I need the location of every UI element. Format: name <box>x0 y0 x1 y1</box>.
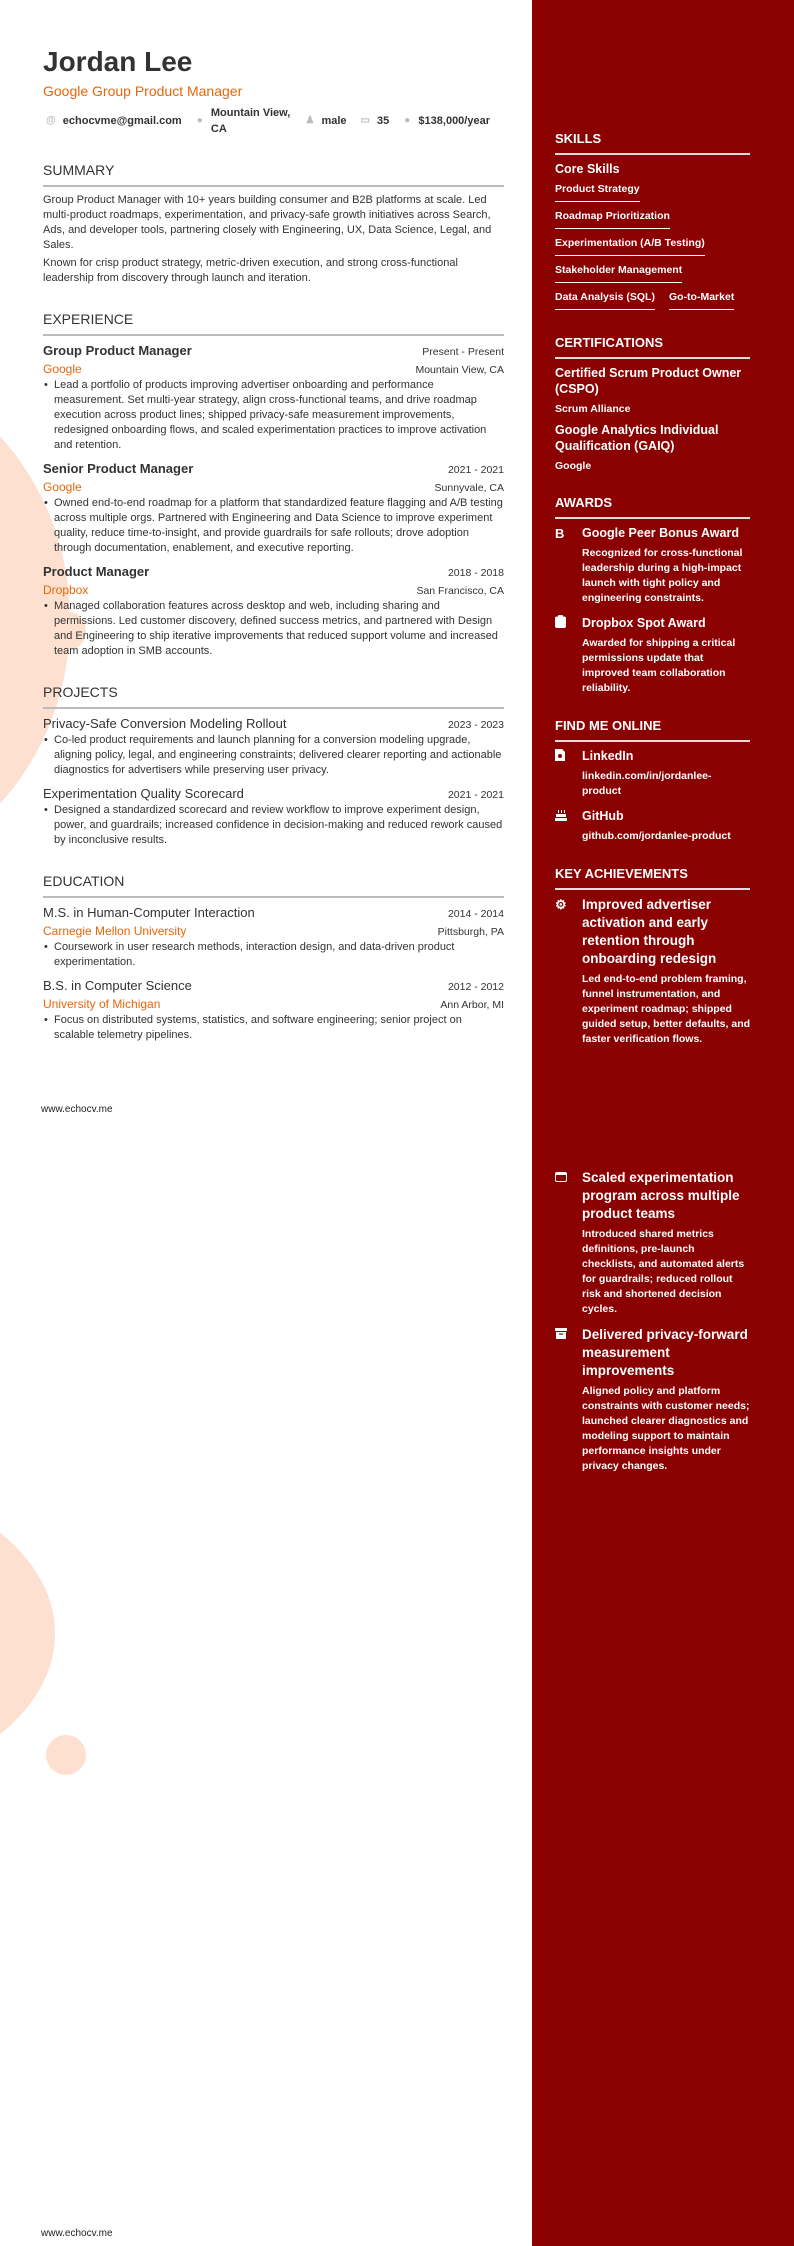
skill-tag: Go-to-Market <box>669 290 734 310</box>
skill-tag: Roadmap Prioritization <box>555 209 670 229</box>
job-role: Product Manager <box>43 564 150 579</box>
job-bullet: • Lead a portfolio of products improving advertiser onboarding and performance measurement. Set multi-year strategy, align cross-functional teams, and drive roadmap execution across product lines; shipped privacy-safe measurement improvements, redesigned onboarding flows, and scaled experimentation practices to improve activation and retention. <box>43 378 504 453</box>
award-description: Recognized for cross-functional leadership during a high-impact launch with tight policy and engineering constraints. <box>582 547 743 604</box>
decorative-circle-small <box>46 1735 86 1775</box>
achievement-title: Delivered privacy-forward measurement improvements <box>582 1327 748 1378</box>
candidate-name: Jordan Lee <box>43 46 193 77</box>
job-location: Mountain View, CA <box>415 364 504 376</box>
summary-paragraph: Group Product Manager with 10+ years building consumer and B2B platforms at scale. Led multi-product roadmaps, experimentation, and privacy-safe growth initiatives across Search, Ads, and developer tools, partnering closely with Engineering, UX, Data Science, Legal, and Sales. <box>43 194 492 251</box>
section-heading-achievements: KEY ACHIEVEMENTS <box>555 866 750 890</box>
file-search-icon <box>555 748 582 799</box>
achievement-title: Scaled experimentation program across multiple product teams <box>582 1170 740 1221</box>
main-column <box>43 0 504 1050</box>
award-item <box>555 525 750 606</box>
experience-item <box>43 460 504 556</box>
section-heading-online: FIND ME ONLINE <box>555 718 750 742</box>
experience-item <box>43 342 504 453</box>
certifications-section <box>555 335 750 473</box>
contact-email[interactable]: echocvme@gmail.com <box>62 115 182 127</box>
job-title: Google Group Product Manager <box>43 83 243 99</box>
coin-icon: ● <box>404 115 411 126</box>
section-heading-projects: PROJECTS <box>43 683 504 709</box>
achievement-item <box>555 1326 750 1474</box>
school-location: Ann Arbor, MI <box>440 999 504 1011</box>
project-title: Experimentation Quality Scorecard <box>43 786 244 801</box>
job-role: Senior Product Manager <box>43 461 194 476</box>
project-dates: 2023 - 2023 <box>447 719 504 731</box>
online-link-item[interactable] <box>555 808 750 844</box>
skills-section <box>555 131 750 313</box>
achievement-item <box>555 896 750 1047</box>
cake-icon <box>555 808 582 844</box>
skill-tag: Stakeholder Management <box>555 263 682 283</box>
achievement-description: Aligned policy and platform constraints with customer needs; launched clearer diagnostics and modeling support to maintain performance insights under privacy changes. <box>582 1385 750 1472</box>
education-item <box>43 977 504 1043</box>
section-heading-experience: EXPERIENCE <box>43 310 504 336</box>
section-heading-skills: SKILLS <box>555 131 750 155</box>
education-bullet: • Coursework in user research methods, interaction design, and data-driven product experimentation. <box>43 940 504 970</box>
certification-issuer: Google <box>555 460 592 472</box>
resume-page-2 <box>0 1123 794 2246</box>
online-link-item[interactable] <box>555 748 750 799</box>
certification-name: Google Analytics Individual Qualification (GAIQ) <box>555 423 719 453</box>
job-dates: Present - Present <box>422 346 504 358</box>
project-bullet: • Co-led product requirements and launch planning for a conversion modeling upgrade, aligning policy, legal, and engineering constraints; delivered clearer reporting and actionable diagnostics for advertisers while preserving user privacy. <box>43 733 504 778</box>
company-name: Dropbox <box>43 583 89 597</box>
online-label: LinkedIn <box>582 749 634 763</box>
footer-website[interactable]: www.echocv.me <box>41 1104 113 1115</box>
letter-b-icon: B <box>555 526 565 541</box>
job-location: San Francisco, CA <box>416 585 504 597</box>
degree: B.S. in Computer Science <box>43 978 192 993</box>
location-pin-icon: ● <box>196 115 203 126</box>
project-item <box>43 785 504 848</box>
achievement-description: Led end-to-end problem framing, funnel instrumentation, and experiment roadmap; shipped guided setup, better defaults, and faster verification flows. <box>582 973 751 1045</box>
gear-icon: ⚙ <box>555 897 567 912</box>
online-label: GitHub <box>582 809 624 823</box>
online-section <box>555 718 750 844</box>
footer-website[interactable]: www.echocv.me <box>41 2228 113 2239</box>
certification-name: Certified Scrum Product Owner (CSPO) <box>555 366 742 396</box>
job-dates: 2018 - 2018 <box>447 567 504 579</box>
at-icon: @ <box>46 115 56 126</box>
achievements-section <box>555 866 750 1047</box>
award-description: Awarded for shipping a critical permissions update that improved team collaboration reliability. <box>582 637 736 694</box>
school-location: Pittsburgh, PA <box>437 926 504 938</box>
job-bullet: • Owned end-to-end roadmap for a platform that standardized feature flagging and A/B testing across multiple orgs. Partnered with Engineering and Data Science to improve experiment quality, reduce time-to-insight, and provide guardrails for safe rollouts; drove adoption through documentation, enablement, and executive reporting. <box>43 496 504 556</box>
sidebar-continued <box>532 1123 794 2246</box>
achievement-title: Improved advertiser activation and early retention through onboarding redesign <box>582 897 717 966</box>
school-name: Carnegie Mellon University <box>43 924 187 938</box>
job-bullet: • Managed collaboration features across desktop and web, including sharing and permissions. Led customer discovery, defined success metrics, and partnered with Design and Engineering to ship iterative improvements that reduced support volume and increased team adoption in SMB accounts. <box>43 599 504 659</box>
certification-issuer: Scrum Alliance <box>555 403 631 415</box>
company-name: Google <box>43 362 82 376</box>
summary-paragraph: Known for crisp product strategy, metric-driven execution, and strong cross-functional leadership from discovery through launch and iteration. <box>43 257 458 284</box>
contact-location: Mountain View, CA <box>210 107 291 135</box>
company-name: Google <box>43 480 82 494</box>
experience-item <box>43 563 504 659</box>
decorative-circle-large <box>0 1476 55 1791</box>
job-location: Sunnyvale, CA <box>434 482 504 494</box>
contact-salary: $138,000/year <box>418 115 490 127</box>
project-dates: 2021 - 2021 <box>447 789 504 801</box>
contact-gender: male <box>321 115 347 127</box>
online-url[interactable]: github.com/jordanlee-product <box>582 830 731 842</box>
education-dates: 2012 - 2012 <box>447 981 504 993</box>
project-item <box>43 715 504 778</box>
awards-section <box>555 495 750 696</box>
award-title: Google Peer Bonus Award <box>582 526 739 540</box>
section-heading-awards: AWARDS <box>555 495 750 519</box>
award-item <box>555 615 750 696</box>
skills-group-title: Core Skills <box>555 162 620 176</box>
contact-age: 35 <box>376 115 390 127</box>
degree: M.S. in Human-Computer Interaction <box>43 905 255 920</box>
job-dates: 2021 - 2021 <box>447 464 504 476</box>
section-heading-education: EDUCATION <box>43 872 504 898</box>
calendar-icon <box>555 1169 582 1317</box>
online-url[interactable]: linkedin.com/in/jordanlee-product <box>582 770 712 797</box>
contact-row <box>46 105 504 137</box>
school-name: University of Michigan <box>43 997 161 1011</box>
person-icon: ♟ <box>305 115 315 126</box>
skill-tag: Data Analysis (SQL) <box>555 290 655 310</box>
project-bullet: • Designed a standardized scorecard and review workflow to improve experiment design, power, and guardrails; increased confidence in decision-making and reduced rework caused by inconclusive results. <box>43 803 504 848</box>
award-title: Dropbox Spot Award <box>582 616 706 630</box>
education-bullet: • Focus on distributed systems, statistics, and software engineering; senior project on scalable telemetry pipelines. <box>43 1013 504 1043</box>
project-title: Privacy-Safe Conversion Modeling Rollout <box>43 716 287 731</box>
skill-tag: Experimentation (A/B Testing) <box>555 236 705 256</box>
clipboard-icon <box>555 615 582 696</box>
achievement-description: Introduced shared metrics definitions, pre-launch checklists, and automated alerts for guardrails; reduced rollout risk and shortened decision cycles. <box>582 1228 745 1315</box>
section-heading-certifications: CERTIFICATIONS <box>555 335 750 359</box>
section-heading-summary: SUMMARY <box>43 161 504 187</box>
sidebar <box>532 0 794 1123</box>
archive-icon <box>555 1326 582 1474</box>
calendar-icon: ▭ <box>360 115 370 126</box>
achievement-item <box>555 1169 750 1317</box>
education-item <box>43 904 504 970</box>
skill-tag: Product Strategy <box>555 182 640 202</box>
education-dates: 2014 - 2014 <box>447 908 504 920</box>
job-role: Group Product Manager <box>43 343 192 358</box>
